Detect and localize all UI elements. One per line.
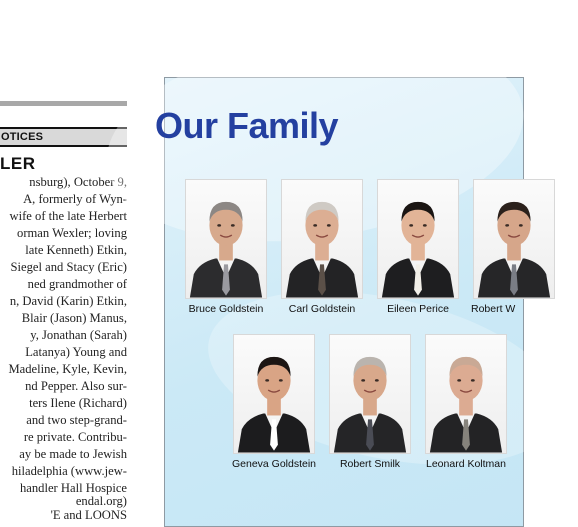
obituary-text-line: ned grandmother of xyxy=(27,277,127,291)
obituary-text-line: Blair (Jason) Manus, xyxy=(21,311,127,325)
obituary-text-line: A, formerly of Wyn- xyxy=(23,192,127,206)
portrait-illustration xyxy=(234,335,314,453)
obituary-text-line: nsburg), October 9, xyxy=(29,175,127,189)
obituary-text-line: n, David (Karin) Etkin, xyxy=(9,294,127,308)
obituary-text-line: ay be made to Jewish xyxy=(19,447,127,461)
member-photo xyxy=(329,334,411,454)
member-name: Carl Goldstein xyxy=(288,303,356,315)
obituary-text-line: ters Ilene (Richard) xyxy=(29,396,127,410)
member-name: Robert W xyxy=(471,303,516,315)
obituary-text-line: and two step-grand- xyxy=(26,413,127,427)
obituary-text-line: handler Hall Hospice xyxy=(19,481,127,495)
obituary-text-line: Siegel and Stacy (Eric) xyxy=(10,260,127,274)
obituary-text-line: re private. Contribu- xyxy=(23,430,127,444)
section-label: OTICES xyxy=(1,131,44,143)
obituary-text-line: wife of the late Herbert xyxy=(9,209,127,223)
member-photo xyxy=(185,179,267,299)
member-photo xyxy=(233,334,315,454)
member-name: Robert Smilk xyxy=(339,458,401,470)
member-name: Bruce Goldstein xyxy=(188,303,264,315)
member-photo xyxy=(425,334,507,454)
obituary-text-line: endal.org) xyxy=(75,494,127,508)
member-name: Leonard Koltman xyxy=(426,458,506,470)
obituary-text-line: Latanya) Young and xyxy=(25,345,127,359)
member-photo xyxy=(281,179,363,299)
member-photo xyxy=(377,179,459,299)
portrait-illustration xyxy=(330,335,410,453)
obituary-text-line: Madeline, Kyle, Kevin, xyxy=(8,362,127,376)
member-name: Geneva Goldstein xyxy=(231,458,317,470)
portrait-illustration xyxy=(186,180,266,298)
portrait-illustration xyxy=(282,180,362,298)
obituary-text-line: hiladelphia (www.jew- xyxy=(11,464,127,478)
obituary-column xyxy=(0,0,130,522)
portrait-illustration xyxy=(378,180,458,298)
obituary-text-line: y, Jonathan (Sarah) xyxy=(30,328,127,342)
obituary-text-line: late Kenneth) Etkin, xyxy=(25,243,127,257)
column-divider xyxy=(0,101,127,106)
member-name: Eileen Perice xyxy=(387,303,449,315)
portrait-illustration xyxy=(474,180,554,298)
family-title: Our Family xyxy=(155,105,339,146)
portrait-illustration xyxy=(426,335,506,453)
obituary-text-line: 'E and LOONS xyxy=(50,508,127,522)
obituary-text-line: nd Pepper. Also sur- xyxy=(25,379,127,393)
member-photo xyxy=(473,179,555,299)
obituary-surname: LER xyxy=(0,154,36,173)
obituary-text-line: orman Wexler; loving xyxy=(17,226,127,240)
